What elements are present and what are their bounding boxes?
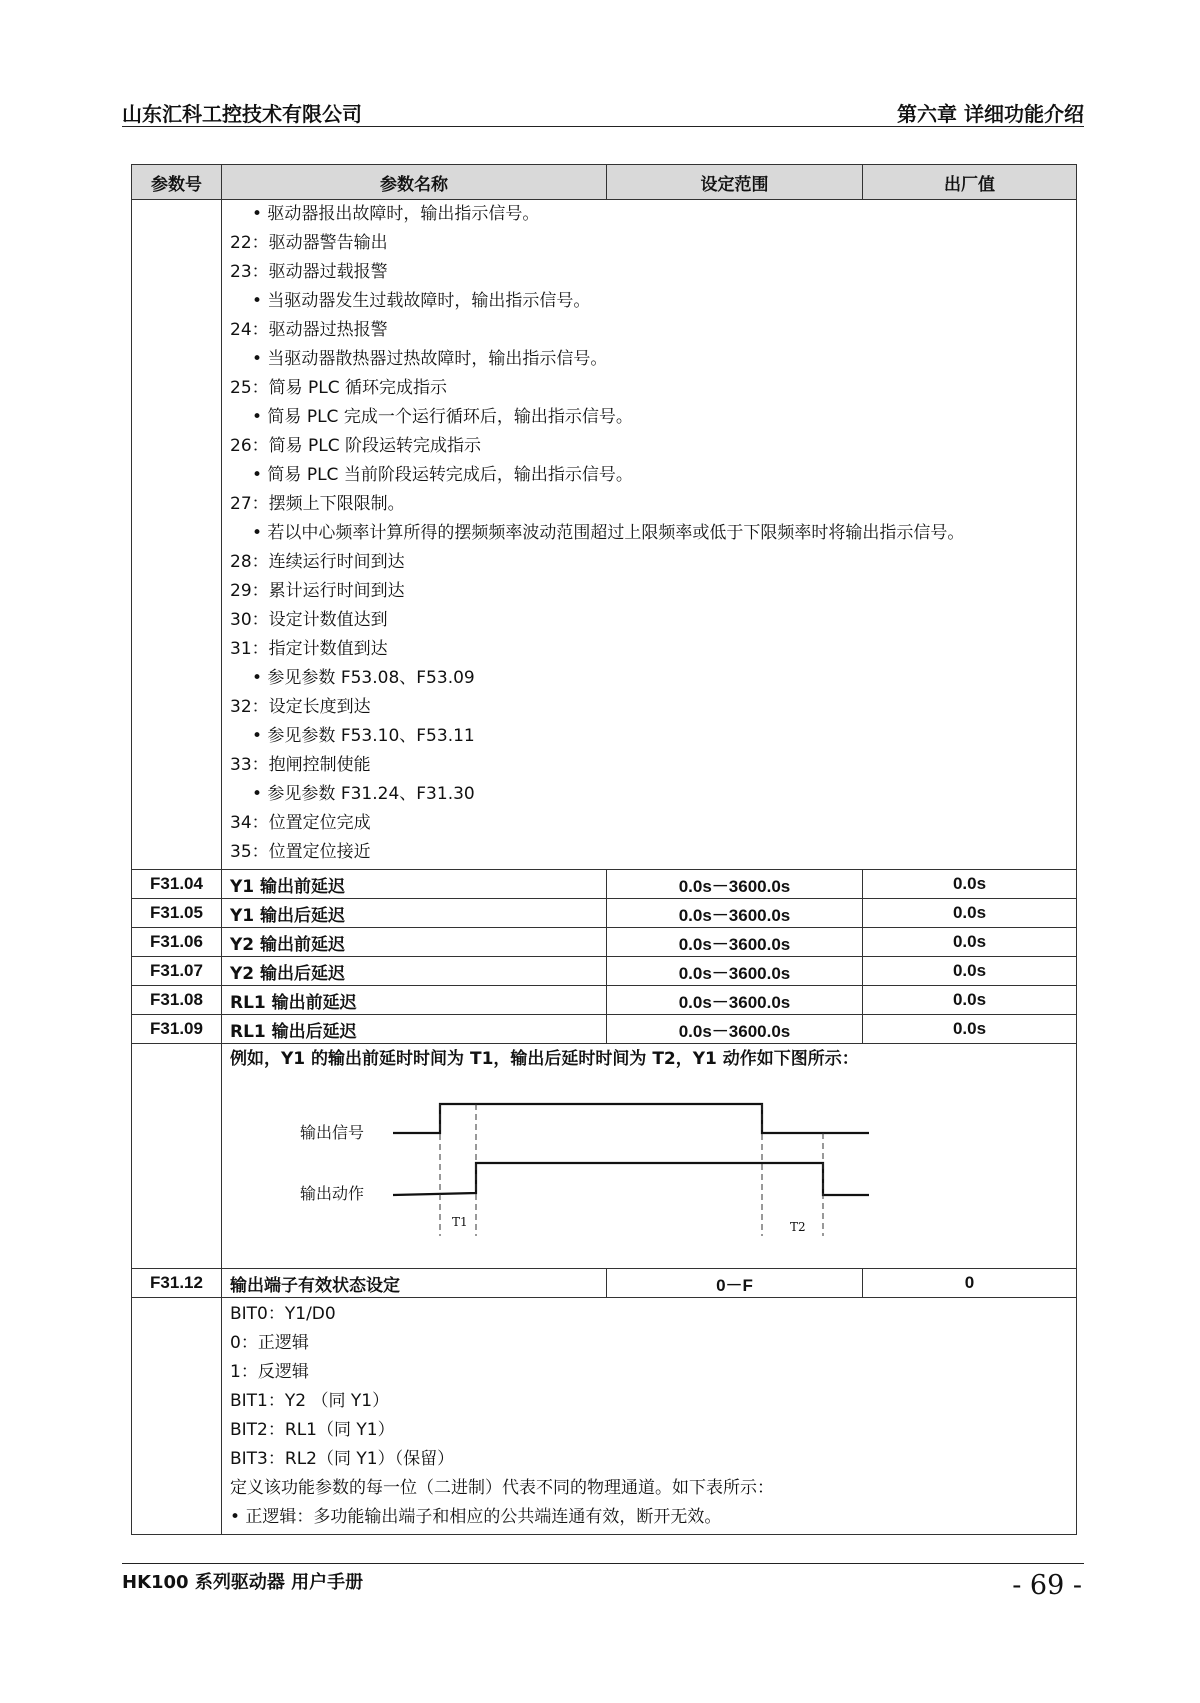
description-line: 1：反逻辑 xyxy=(230,1362,309,1382)
description-bullet: • 参见参数 F31.24、F31.30 xyxy=(252,784,475,804)
param-row-f3106 xyxy=(132,928,1077,957)
manual-title: HK100 系列驱动器 用户手册 xyxy=(122,1572,364,1593)
description-bullet: • 参见参数 F53.10、F53.11 xyxy=(252,726,475,746)
timing-diagram-svg xyxy=(230,1076,990,1268)
description-line: 定义该功能参数的每一位（二进制）代表不同的物理通道。如下表所示： xyxy=(230,1478,774,1498)
param-row-f3112 xyxy=(132,1269,1077,1298)
description-bullet: • 当驱动器散热器过热故障时，输出指示信号。 xyxy=(252,349,608,369)
empty-code-cell xyxy=(132,200,222,870)
param-name: RL1 输出后延迟 xyxy=(222,1015,607,1044)
description-line: 28：连续运行时间到达 xyxy=(230,552,405,572)
description-line: BIT0：Y1/D0 xyxy=(230,1304,336,1324)
page-header xyxy=(122,96,1084,127)
description-line: 26：简易 PLC 阶段运转完成指示 xyxy=(230,436,482,456)
description-line: 23：驱动器过载报警 xyxy=(230,262,388,282)
param-name: RL1 输出前延迟 xyxy=(222,986,607,1015)
param-code: F31.06 xyxy=(132,928,222,957)
param-range: 0.0s－3600.0s xyxy=(607,899,863,928)
description-line: BIT1：Y2 （同 Y1） xyxy=(230,1391,390,1411)
t1-label: T1 xyxy=(452,1215,468,1229)
param-row-f3105 xyxy=(132,899,1077,928)
col-header-code: 参数号 xyxy=(132,165,222,200)
description-bullet: • 驱动器报出故障时，输出指示信号。 xyxy=(252,204,540,224)
timing-diagram xyxy=(230,1076,1068,1268)
footer-rule xyxy=(122,1563,1084,1564)
param-range: 0.0s－3600.0s xyxy=(607,986,863,1015)
example-title: 例如，Y1 的输出前延时时间为 T1，输出后延时时间为 T2，Y1 动作如下图所示： xyxy=(230,1049,859,1069)
description-line: 0：正逻辑 xyxy=(230,1333,309,1353)
empty-code-cell xyxy=(132,1298,222,1535)
col-header-default: 出厂值 xyxy=(863,165,1077,200)
param-row-f3107 xyxy=(132,957,1077,986)
t2-label: T2 xyxy=(790,1220,806,1234)
parameter-table xyxy=(131,164,1077,1535)
param-code: F31.07 xyxy=(132,957,222,986)
continued-description-row xyxy=(132,200,1077,870)
table-header-row xyxy=(132,165,1077,200)
param-name: Y2 输出前延迟 xyxy=(222,928,607,957)
f3112-description-row xyxy=(132,1298,1077,1535)
description-line: 25：简易 PLC 循环完成指示 xyxy=(230,378,448,398)
example-cell xyxy=(222,1044,1077,1269)
output-action-waveform xyxy=(393,1163,869,1195)
param-range: 0.0s－3600.0s xyxy=(607,870,863,899)
description-bullet: • 若以中心频率计算所得的摆频频率波动范围超过上限频率或低于下限频率时将输出指示信号。 xyxy=(252,523,965,543)
param-default: 0.0s xyxy=(863,1015,1077,1044)
param-default: 0.0s xyxy=(863,899,1077,928)
description-line: 33：抱闸控制使能 xyxy=(230,755,371,775)
description-bullet: • 参见参数 F53.08、F53.09 xyxy=(252,668,475,688)
page-number: - 69 - xyxy=(1012,1570,1082,1601)
description-line: 32：设定长度到达 xyxy=(230,697,371,717)
param-range: 0.0s－3600.0s xyxy=(607,1015,863,1044)
description-line: 31：指定计数值到达 xyxy=(230,639,388,659)
param-default: 0 xyxy=(863,1269,1077,1298)
param-default: 0.0s xyxy=(863,957,1077,986)
param-range: 0－F xyxy=(607,1269,863,1298)
col-header-name: 参数名称 xyxy=(222,165,607,200)
param-name: Y1 输出后延迟 xyxy=(222,899,607,928)
description-bullet: • 简易 PLC 当前阶段运转完成后，输出指示信号。 xyxy=(252,465,633,485)
description-line: • 正逻辑：多功能输出端子和相应的公共端连通有效，断开无效。 xyxy=(230,1507,722,1527)
param-row-f3109 xyxy=(132,1015,1077,1044)
param-name: Y2 输出后延迟 xyxy=(222,957,607,986)
param-row-f3108 xyxy=(132,986,1077,1015)
description-line: 27：摆频上下限限制。 xyxy=(230,494,405,514)
chapter-title: 第六章 详细功能介绍 xyxy=(897,102,1084,126)
description-line: 22：驱动器警告输出 xyxy=(230,233,388,253)
param-range: 0.0s－3600.0s xyxy=(607,957,863,986)
description-line: 34：位置定位完成 xyxy=(230,813,371,833)
description-line: 24：驱动器过热报警 xyxy=(230,320,388,340)
description-bullet: • 当驱动器发生过载故障时，输出指示信号。 xyxy=(252,291,591,311)
company-name: 山东汇科工控技术有限公司 xyxy=(122,102,362,126)
param-code: F31.12 xyxy=(132,1269,222,1298)
param-default: 0.0s xyxy=(863,870,1077,899)
empty-code-cell xyxy=(132,1044,222,1269)
output-signal-waveform xyxy=(393,1104,869,1133)
description-line: 29：累计运行时间到达 xyxy=(230,581,405,601)
description-line: 30：设定计数值达到 xyxy=(230,610,388,630)
f3112-description xyxy=(222,1298,1077,1535)
param-code: F31.09 xyxy=(132,1015,222,1044)
example-row xyxy=(132,1044,1077,1269)
param-default: 0.0s xyxy=(863,928,1077,957)
description-line: BIT2：RL1（同 Y1） xyxy=(230,1420,395,1440)
param-code: F31.04 xyxy=(132,870,222,899)
param-range: 0.0s－3600.0s xyxy=(607,928,863,957)
param-code: F31.05 xyxy=(132,899,222,928)
param-code: F31.08 xyxy=(132,986,222,1015)
description-line: 35：位置定位接近 xyxy=(230,842,371,862)
output-action-label: 输出动作 xyxy=(300,1184,365,1203)
description-bullet: • 简易 PLC 完成一个运行循环后，输出指示信号。 xyxy=(252,407,633,427)
param-row-f3104 xyxy=(132,870,1077,899)
continued-description xyxy=(222,200,1077,870)
description-line: BIT3：RL2（同 Y1）（保留） xyxy=(230,1449,455,1469)
output-signal-label: 输出信号 xyxy=(300,1123,365,1142)
param-default: 0.0s xyxy=(863,986,1077,1015)
col-header-range: 设定范围 xyxy=(607,165,863,200)
param-name: 输出端子有效状态设定 xyxy=(222,1269,607,1298)
param-name: Y1 输出前延迟 xyxy=(222,870,607,899)
